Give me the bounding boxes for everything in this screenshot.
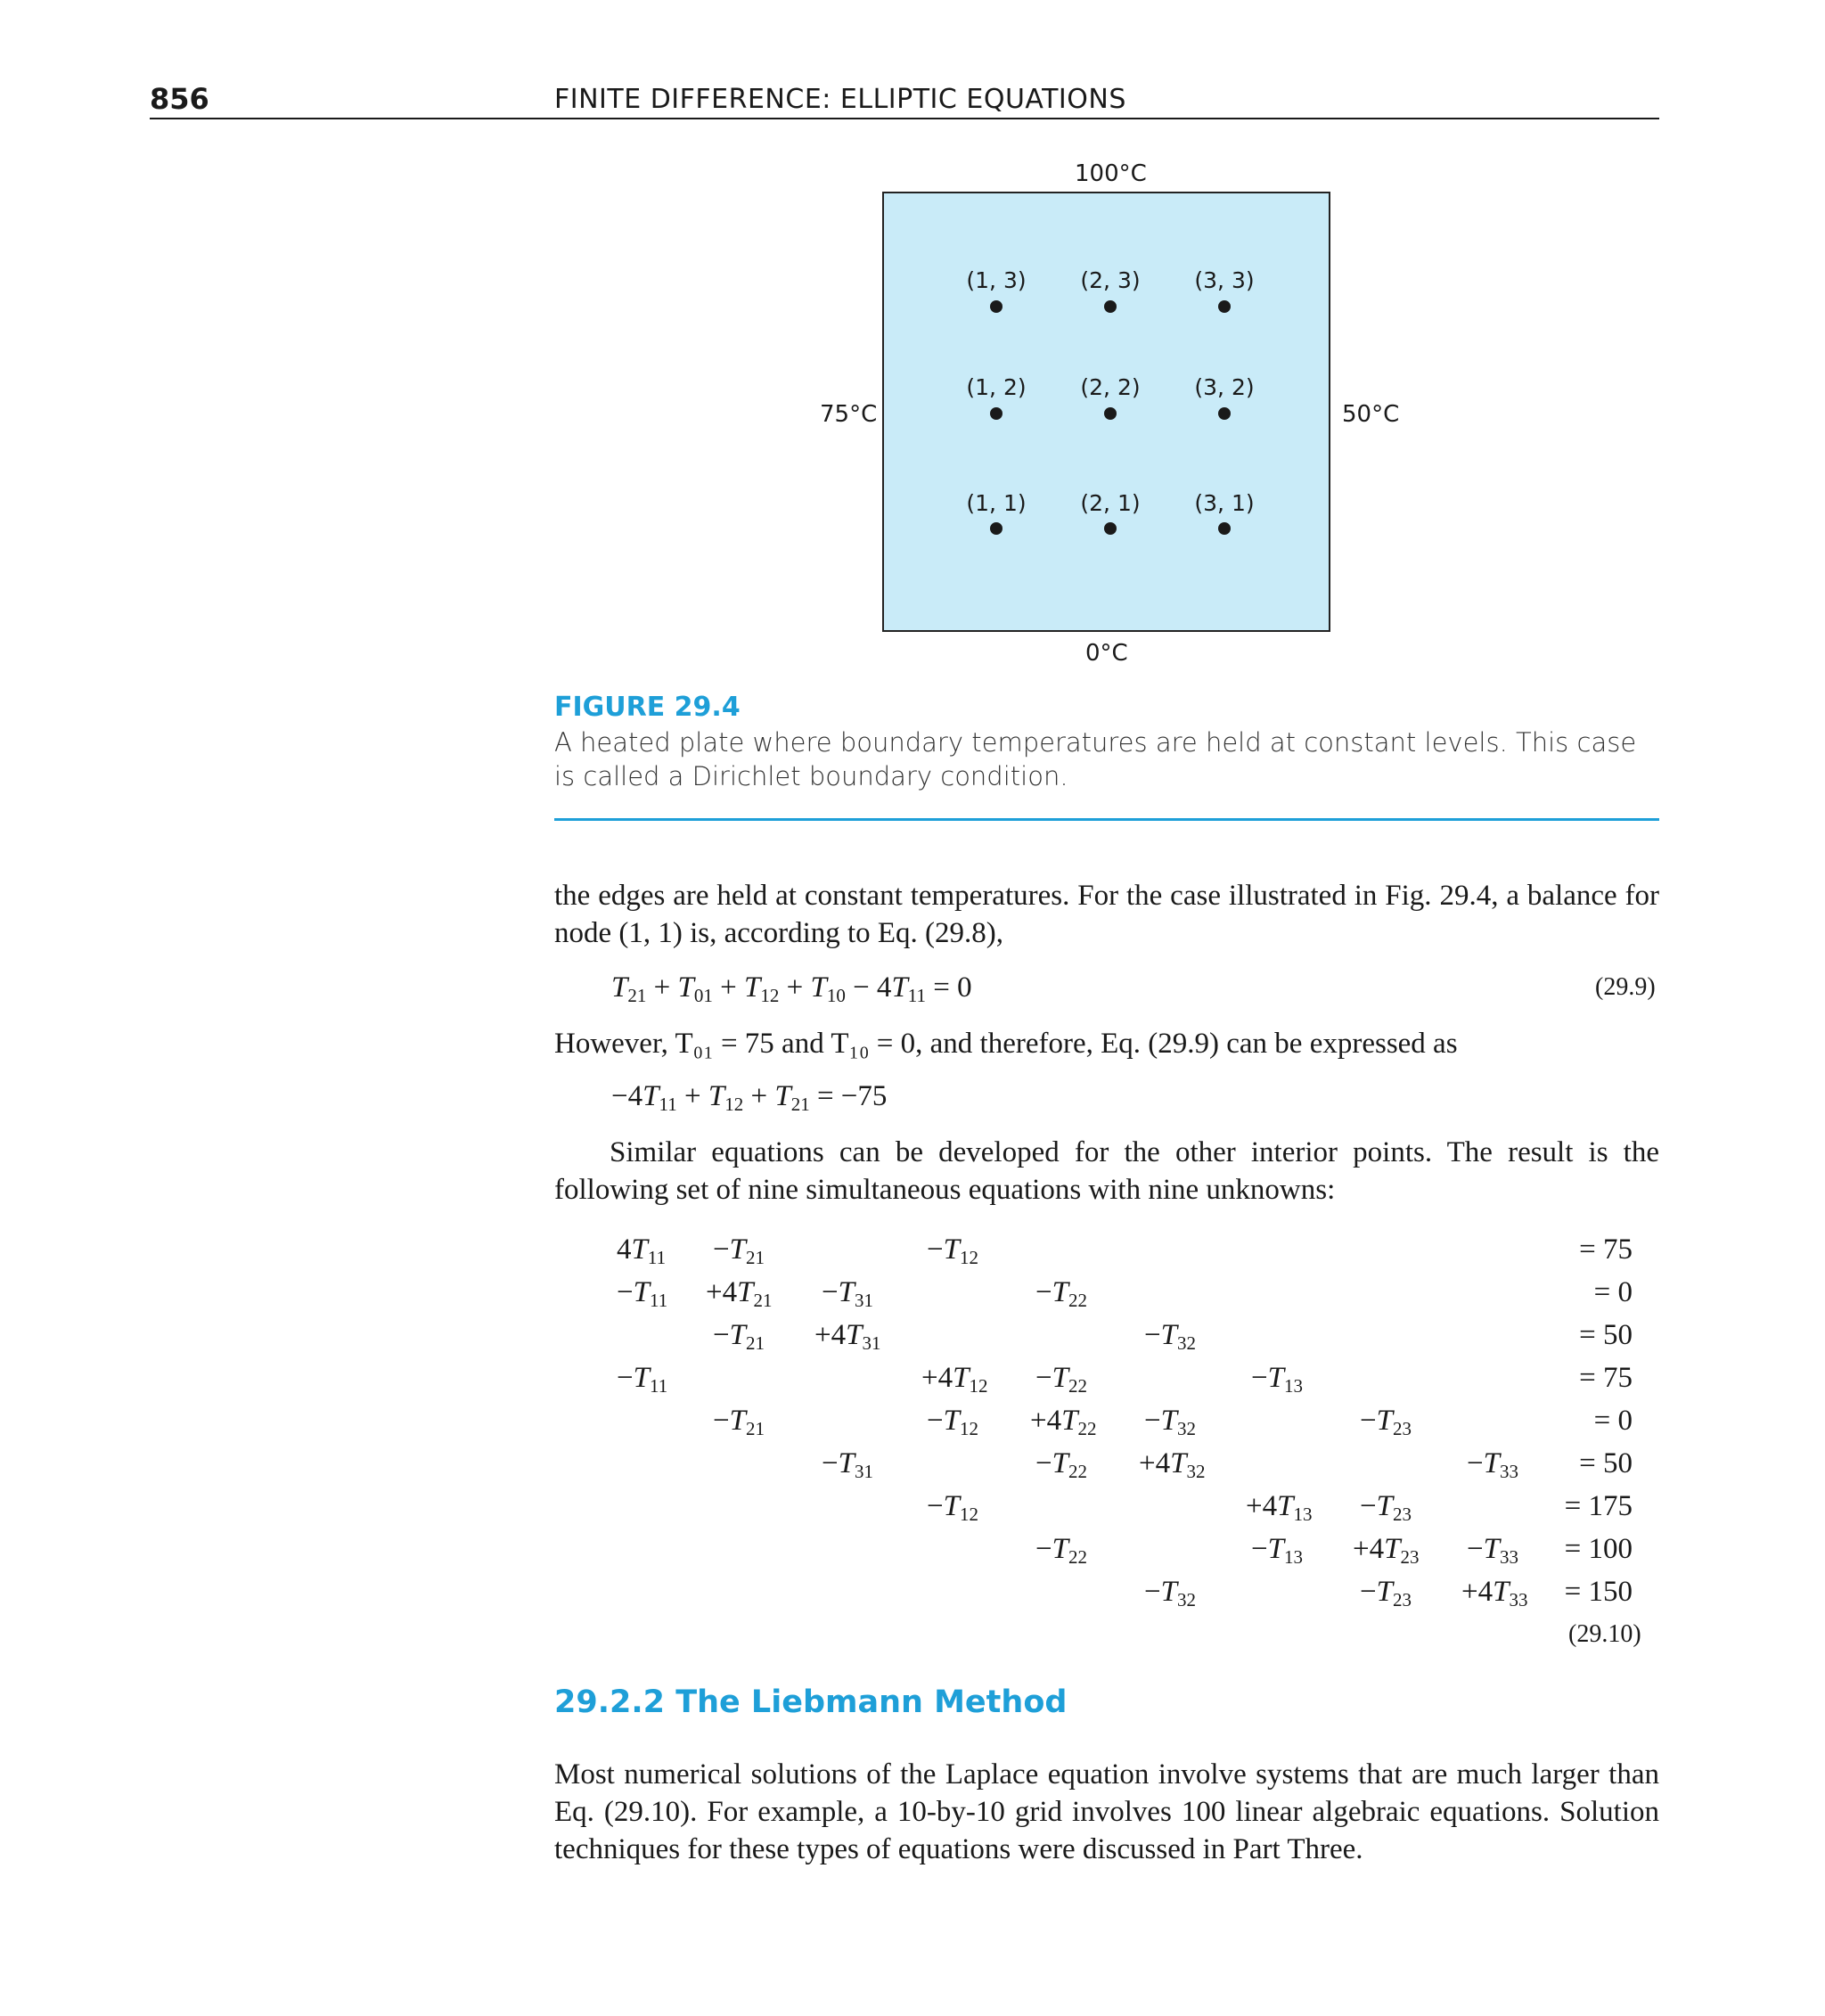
eq-rhs: = 50 — [1579, 1447, 1633, 1479]
eq-rhs: = 100 — [1564, 1533, 1633, 1565]
eq-term: $-T_{12}$ — [927, 1405, 978, 1439]
node-label-1-2: (1, 2) — [966, 374, 1027, 400]
eq-term: $-T_{33}$ — [1467, 1533, 1518, 1568]
node-label-3-3: (3, 3) — [1194, 267, 1255, 293]
boundary-label-right: 50°C — [1342, 401, 1400, 428]
eq-term: $-T_{21}$ — [713, 1233, 765, 1268]
eq-term: $+4T_{12}$ — [921, 1362, 988, 1397]
section-heading: 29.2.2 The Liebmann Method — [554, 1684, 1068, 1720]
eq-term: $-T_{22}$ — [1035, 1362, 1087, 1397]
eq-term: $-T_{32}$ — [1144, 1576, 1196, 1610]
eq-rhs: = 150 — [1564, 1576, 1633, 1608]
eq-term: $-T_{22}$ — [1035, 1276, 1087, 1311]
eq-term: $-T_{23}$ — [1360, 1490, 1412, 1525]
eq-term: $-T_{21}$ — [713, 1405, 765, 1439]
paragraph-similar: Similar equations can be developed for the other interior points. The result is the following set of nine simultaneous equations with nine unknowns: — [554, 1136, 1659, 1206]
eq-term: $-T_{13}$ — [1251, 1533, 1303, 1568]
eq-rhs: = 75 — [1579, 1233, 1633, 1266]
node-label-2-1: (2, 1) — [1080, 490, 1141, 516]
eq-rhs: = 0 — [1593, 1276, 1633, 1308]
node-label-2-3: (2, 3) — [1080, 267, 1141, 293]
node-label-1-3: (1, 3) — [966, 267, 1027, 293]
eq-term: $-T_{31}$ — [822, 1276, 873, 1311]
eq-term: $-T_{12}$ — [927, 1233, 978, 1268]
boundary-label-bottom: 0°C — [1085, 640, 1128, 667]
eq-term: $4T_{11}$ — [617, 1233, 667, 1268]
eq-term: $+4T_{32}$ — [1139, 1447, 1206, 1482]
eq-rhs: = 50 — [1579, 1319, 1633, 1351]
eq-term: $-T_{23}$ — [1360, 1576, 1412, 1610]
node-label-3-1: (3, 1) — [1194, 490, 1255, 516]
eq-term: $-T_{32}$ — [1144, 1319, 1196, 1354]
equation-29-9: $T_{21} + T_{01} + T_{12} + T_{10} - 4T_{11} = 0$ — [611, 971, 972, 1006]
eq-term: $-T_{22}$ — [1035, 1447, 1087, 1482]
eq-term: $-T_{32}$ — [1144, 1405, 1196, 1439]
equation-simplified: $-4T_{11} + T_{12} + T_{21} = -75$ — [611, 1080, 888, 1115]
node-label-2-2: (2, 2) — [1080, 374, 1141, 400]
eq-term: $-T_{21}$ — [713, 1319, 765, 1354]
eq-term: $-T_{13}$ — [1251, 1362, 1303, 1397]
equation-number-29-10: (29.10) — [1568, 1620, 1641, 1648]
eq-term: $+4T_{13}$ — [1246, 1490, 1313, 1525]
eq-rhs: = 75 — [1579, 1362, 1633, 1394]
eq-term: $-T_{11}$ — [617, 1276, 668, 1311]
node-label-1-1: (1, 1) — [966, 490, 1027, 516]
equation-number-29-9: (29.9) — [1595, 973, 1656, 1001]
eq-rhs: = 0 — [1593, 1405, 1633, 1437]
running-head: FINITE DIFFERENCE: ELLIPTIC EQUATIONS — [554, 84, 1126, 115]
paragraph-intro: the edges are held at constant temperatures. For the case illustrated in Fig. 29.4, a balance for node (1, 1) is, according to Eq. (29.8), — [554, 880, 1659, 949]
eq-term: $+4T_{21}$ — [706, 1276, 773, 1311]
eq-term: $-T_{31}$ — [822, 1447, 873, 1482]
eq-term: $+4T_{23}$ — [1353, 1533, 1420, 1568]
eq-term: $-T_{33}$ — [1467, 1447, 1518, 1482]
boundary-label-left: 75°C — [820, 401, 878, 428]
paragraph-however: However, T₀₁ = 75 and T₁₀ = 0, and therefore, Eq. (29.9) can be expressed as — [554, 1028, 1458, 1060]
eq-term: $-T_{23}$ — [1360, 1405, 1412, 1439]
eq-term: $+4T_{33}$ — [1461, 1576, 1528, 1610]
eq-term: $+4T_{31}$ — [814, 1319, 881, 1354]
eq-term: $-T_{22}$ — [1035, 1533, 1087, 1568]
eq-rhs: = 175 — [1564, 1490, 1633, 1522]
node-label-3-2: (3, 2) — [1194, 374, 1255, 400]
figure-caption-text: A heated plate where boundary temperatures are held at constant levels. This case is called a Dirichlet boundary condition. — [554, 727, 1637, 791]
boundary-label-top: 100°C — [1075, 160, 1147, 187]
figure-caption-title: FIGURE 29.4 — [554, 692, 741, 723]
paragraph-liebmann: Most numerical solutions of the Laplace equation involve systems that are much larger than Eq. (29.10). For example, a 10-by-10 grid involves 100 linear algebraic equations. Solution techniques for these types of equations were discussed in Part Three. — [554, 1758, 1659, 1865]
eq-term: $-T_{12}$ — [927, 1490, 978, 1525]
page-number: 856 — [150, 82, 209, 116]
eq-term: $-T_{11}$ — [617, 1362, 668, 1397]
eq-term: $+4T_{22}$ — [1030, 1405, 1097, 1439]
